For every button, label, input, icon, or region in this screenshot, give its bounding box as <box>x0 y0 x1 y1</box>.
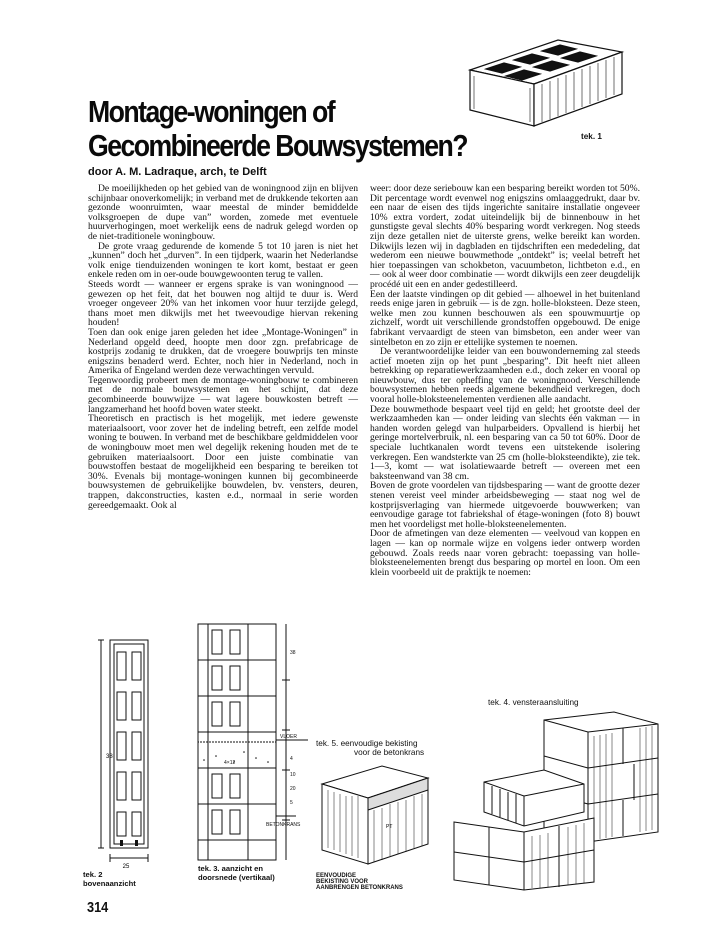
tek2-dim-height: 38 <box>106 754 113 760</box>
tek3-elevation-section-drawing <box>186 620 316 870</box>
left-paragraph: Tegenwoordig probeert men de montage-woningbouw te combineren met de normale bouwsystemen en het schijnt, dat deze gecombineerde bouwwijze — wat lagere bouwkosten betreft — langzamerhand het hoofd boven water steekt. <box>88 374 358 415</box>
right-paragraph: De verantwoordelijke leider van een bouwonderneming zal steeds actief moeten zijn op het punt „besparing”. Dit heeft niet alleen betrekking op reparatiewerkzaamheden e.d., doch zeker en vooral op nieuwbouw, dus ter opheffing van de woningnood. Verschillende bouwsystemen hebben reeds algemene bekendheid verkregen, doch vooral holle-bloksteenelementen verdienen alle aandacht. <box>370 346 640 406</box>
article-title-line-1: Montage-woningen of <box>88 94 335 129</box>
left-paragraph: Steeds wordt — wanneer er ergens sprake is van woningnood — gewezen op het feit, dat het bouwen nog altijd te duur is. Werd vroeger ongeveer 20% van het inkomen voor huur terzijde gelegd, thans moet men dikwijls met het tweevoudige hiervan rekening houden! <box>88 278 358 329</box>
tek3-dim-label: 38 <box>290 650 296 656</box>
tek3-dim-label: 10 <box>290 772 296 778</box>
tek4-caption: tek. 4. vensteraansluiting <box>488 698 579 707</box>
page-number: 314 <box>87 899 109 916</box>
tek3-dim-label: 20 <box>290 786 296 792</box>
tek5-drawing-label-2: BEKISTING VOOR <box>316 879 369 885</box>
right-paragraph: Boven de grote voordelen van tijdsbesparing — want de grootte dezer stenen vereist veel minder arbeidsbeweging — staat nog wel de kostprijsverlaging van hiermede uitgevoerde bouwwerken; van eenvoudige garage tot fabriekshal of étage-woningen (foto 8) bouwt men het voordeligst met holle-bloksteenelementen. <box>370 480 640 530</box>
tek3-dim-label: 5 <box>290 800 293 806</box>
right-paragraph: weer: door deze seriebouw kan een besparing bereikt worden tot 50%. Dit percentage wordt evenwel nog enigszins omlaaggedrukt, daar bv. een naar de eisen des tijds ingerichte sanitaire installatie ongeveer 10% extra vordert, zodat uiteindelijk bij de binnenbouw in het gunstigste geval slechts 40% besparing wordt verkregen. Nog steeds zijn deze getallen niet de uiterste grens, welke bereikt kan worden. Dikwijls lezen wij in dagbladen en tijdschriften een mededeling, dat wederom een nieuwe bouwmethode „ontdekt” is; veelal betreft het hier toepassingen van schokbeton, vacuumbeton, lichtbeton e.d., en — ook al weer door combinatie — wordt dikwijls een zeer deugdelijk procédé uit een en ander gedestilleerd. <box>370 183 640 290</box>
tek5-drawing-label-3: AANBRENGEN BETONKRANS <box>316 885 403 891</box>
tek3-dim-label: 4 <box>290 756 293 762</box>
right-paragraph: Deze bouwmethode bespaart veel tijd en geld; het grootste deel der werkzaamheden kan — onder leiding van slechts één vakman — in handen worden gelegd van hulparbeiders. Opvallend is hierbij het geringe mortelverbruik, nl. een besparing van ca 50 tot 60%. Door de speciale luchtkanalen wordt tevens een uitstekende isolering verkregen. Een wandsterkte van 25 cm (holle-bloksteendikte), zie tek. 1—3, komt — wat isolatiewaarde betreft — overeen met een baksteenwand van 38 cm. <box>370 403 640 482</box>
left-paragraph: De grote vraag gedurende de komende 5 tot 10 jaren is niet het „kunnen” doch het „durven”. In een tijdperk, waarin het Nederlandse volk enige tienduizenden woningen te kort komt, bestaat er geen enkele reden om in oer-oude bouwgewoonten terug te vallen. <box>88 240 358 281</box>
left-paragraph: Toen dan ook enige jaren geleden het idee „Montage-Woningen” in Nederland opgeld deed, hoopte men door zgn. prefabricage de kostprijs zodanig te drukken, dat de vroegere bouwprijs ten minste enigszins benaderd werd. Echter, noch hier in Nederland, noch in Amerika of Engeland werden deze verwachtingen vervuld. <box>88 326 358 377</box>
tek2-dim-width: 25 <box>122 864 130 870</box>
left-paragraph: Theoretisch en practisch is het mogelijk, met iedere gewenste materiaalsoort, voor zover het de indeling betreft, een zelfde model woning te bouwen. In verband met de beschikbare geldmiddelen voor de woningbouw moet men wel degelijk rekening houden met de te gebruiken materiaalsoort. Door een juiste combinatie van bouwstoffen bestaat de mogelijkheid een besparing te bereiken tot 30%. Evenals bij montage-woningen kunnen bij gecombineerde bouwsystemen de gebruikelijke bouwdelen, bv. vensters, deuren, trappen, dakconstructies, kasten e.d., normaal in serie worden gereedgemaakt. Ook al <box>88 413 358 511</box>
left-text-column <box>88 184 358 510</box>
tek5-drawing-label-1: EENVOUDIGE <box>316 873 357 879</box>
tek5-formwork-drawing <box>318 760 438 874</box>
tek4-window-connection-drawing <box>444 712 664 890</box>
right-text-column <box>370 184 640 577</box>
right-paragraph: Door de afmetingen van deze elementen — veelvoud van koppen en lagen — kan op normale wijze en volgens ieder ontwerp worden gebouwd. Zoals reeds naar voren gebracht: toepassing van holle-bloksteenelementen brengt dus besparing op mortel en loon. Om een klein voorbeeld uit de praktijk te noemen: <box>370 528 640 578</box>
tek2-plan-view-drawing <box>96 618 176 868</box>
tek3-caption-line-1: tek. 3. aanzicht en <box>198 864 263 873</box>
tek3-dim-label: 4×12 <box>224 760 236 766</box>
left-paragraph: De moeilijkheden op het gebied van de woningnood zijn en blijven schijnbaar onoverkomelijk; in verband met de drukkende tekorten aan gezonde woonruimten, waar meestal de minder bemiddelde volksgroepen de dupe van” worden, zomede met eventuele huurverhogingen, moet werkelijk eens de nadruk gelegd worden op de niet-traditionele woningbouw. <box>88 183 358 242</box>
tek3-vloer-label: VLOER <box>280 734 297 740</box>
tek1-caption: tek. 1 <box>581 132 602 141</box>
article-author: door A. M. Ladraque, arch, te Delft <box>88 166 267 178</box>
tek3-betonkrans-label: BETONKRANS <box>266 822 301 828</box>
tek1-hollow-block-drawing <box>462 14 632 134</box>
tek5-caption-line-2: voor de betonkrans <box>354 748 425 757</box>
tek2-caption-line-1: tek. 2 <box>83 870 103 879</box>
tek2-caption-line-2: bovenaanzicht <box>83 879 136 888</box>
article-title-line-2: Gecombineerde Bouwsystemen? <box>88 128 467 163</box>
tek5-caption-line-1: tek. 5. eenvoudige bekisting <box>316 739 418 748</box>
right-paragraph: Een der laatste vindingen op dit gebied — alhoewel in het buitenland reeds enige jaren in gebruik — is de zgn. holle-bloksteen. Deze steen, welke men zou kunnen beschouwen als een spouwmuurtje op zichzelf, wordt uit verschillende grondstoffen opgebouwd. De enige fabrikant vervaardigt de steen van bimsbeton, een ander weer van sintelbeton en zo zijn er ettelijke systemen te noemen. <box>370 288 640 348</box>
tek5-pt-label: PT <box>386 824 393 830</box>
tek3-caption-line-2: doorsnede (vertikaal) <box>198 873 275 882</box>
